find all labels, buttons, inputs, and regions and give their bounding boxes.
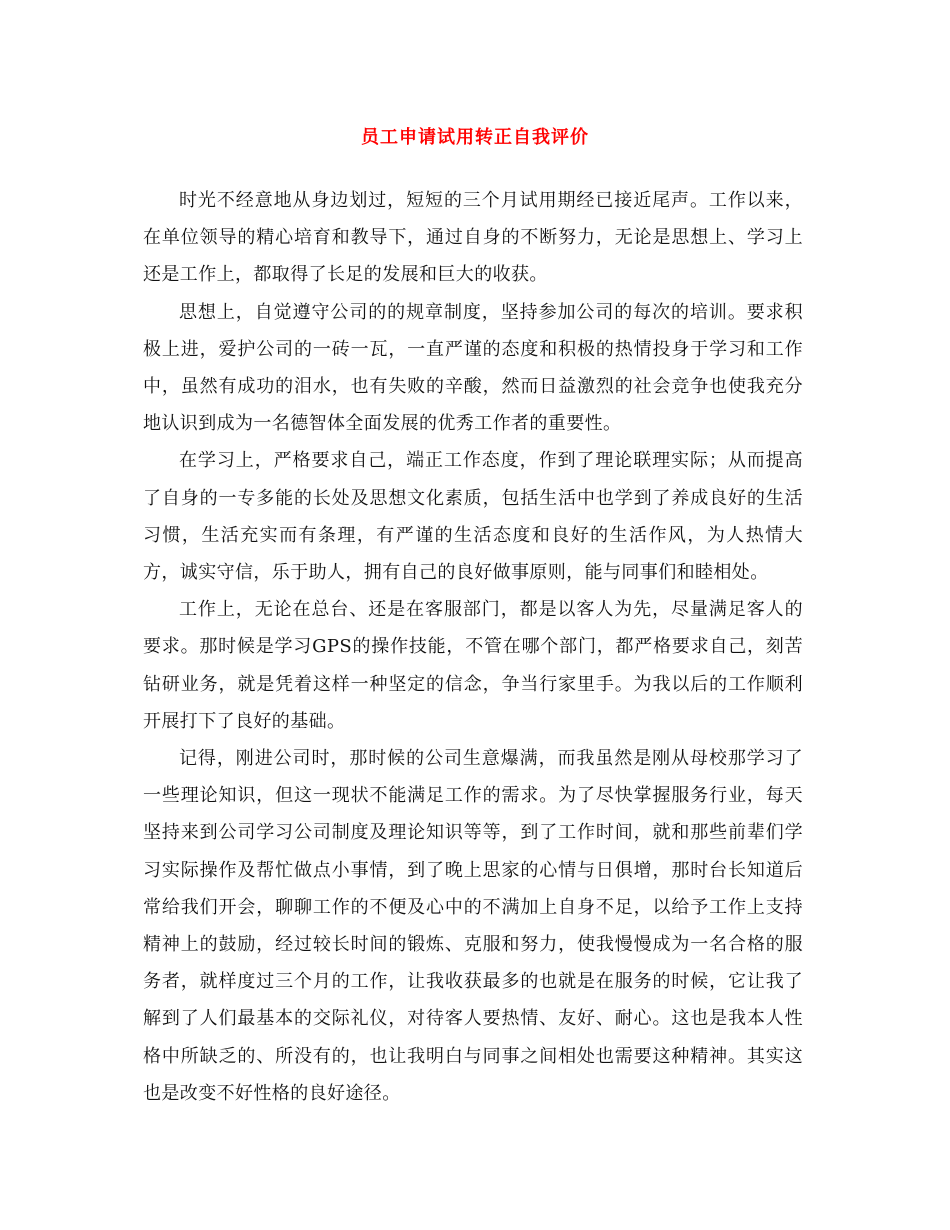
paragraph: 在学习上，严格要求自己，端正工作态度，作到了理论联理实际；从而提高了自身的一专多能的长处及思想文化素质，包括生活中也学到了养成良好的生活习惯，生活充实而有条理，有严谨的生活态度和良好的生活作风，为人热情大方，诚实守信，乐于助人，拥有自己的良好做事原则，能与同事们和睦相处。 [143, 450, 803, 584]
document-body [143, 182, 803, 1112]
document-title: 员工申请试用转正自我评价 [361, 127, 589, 148]
paragraph: 记得，刚进公司时，那时候的公司生意爆满，而我虽然是刚从母校那学习了一些理论知识，但这一现状不能满足工作的需求。为了尽快掌握服务行业，每天坚持来到公司学习公司制度及理论知识等等，到了工作时间，就和那些前辈们学习实际操作及帮忙做点小事情，到了晚上思家的心情与日俱增，那时台长知道后常给我们开会，聊聊工作的不便及心中的不满加上自身不足，以给予工作上支持精神上的鼓励，经过较长时间的锻炼、克服和努力，使我慢慢成为一名合格的服务者，就样度过三个月的工作，让我收获最多的也就是在服务的时候，它让我了解到了人们最基本的交际礼仪，对待客人要热情、友好、耐心。这也是我本人性格中所缺乏的、所没有的，也让我明白与同事之间相处也需要这种精神。其实这也是改变不好性格的良好途径。 [143, 748, 803, 1104]
paragraph: 工作上，无论在总台、还是在客服部门，都是以客人为先，尽量满足客人的要求。那时候是学习GPS的操作技能，不管在哪个部门，都严格要求自己，刻苦钻研业务，就是凭着这样一种坚定的信念，争当行家里手。为我以后的工作顺利开展打下了良好的基础。 [143, 599, 803, 732]
paragraph: 思想上，自觉遵守公司的的规章制度，坚持参加公司的每次的培训。要求积极上进，爱护公司的一砖一瓦，一直严谨的态度和积极的热情投身于学习和工作中，虽然有成功的泪水，也有失败的辛酸，然而日益激烈的社会竞争也使我充分地认识到成为一名德智体全面发展的优秀工作者的重要性。 [143, 301, 803, 435]
paragraph: 时光不经意地从身边划过，短短的三个月试用期经已接近尾声。工作以来，在单位领导的精心培育和教导下，通过自身的不断努力，无论是思想上、学习上还是工作上，都取得了长足的发展和巨大的收获。 [143, 190, 803, 286]
